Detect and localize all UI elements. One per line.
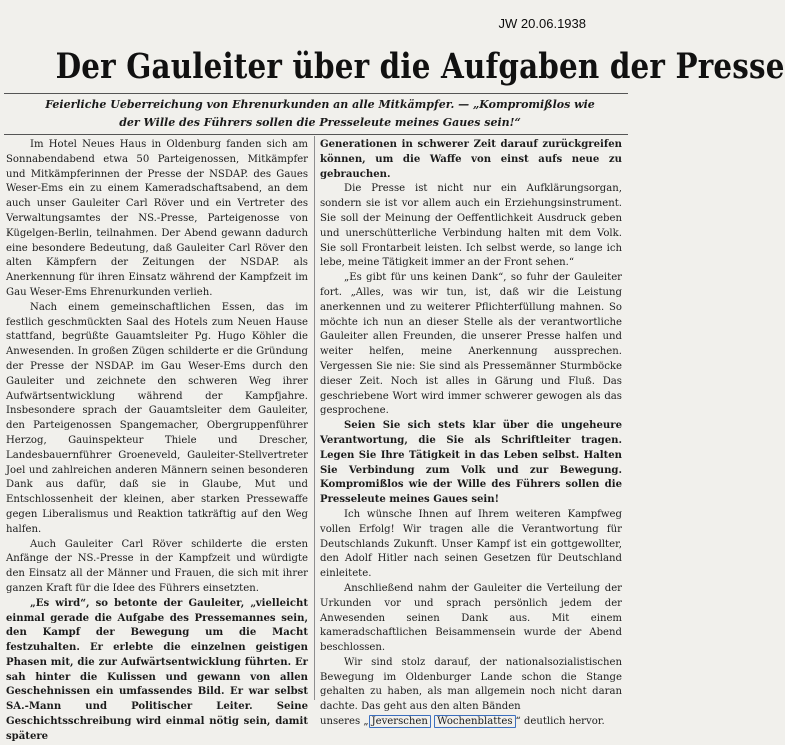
subtitle-line: Feierliche Ueberreichung von Ehrenurkunden an alle Mitkämpfer. — „Kompromißlos wie bbox=[45, 98, 595, 111]
right-continuation-paragraph: Generationen in schwerer Zeit darauf zurückgreifen können, um die Waffe von einst aufs neue zu gebrauchen. bbox=[320, 139, 622, 180]
right-paragraph: Anschließend nahm der Gauleiter die Verteilung der Urkunden vor und sprach persönlich jedem der Anwesenden seinen Dank aus. Mit einem kameradschaftlichen Beisammensein wurde der Abend beschlossen. bbox=[320, 582, 622, 654]
final-line-prefix: unseres „ bbox=[320, 716, 369, 728]
right-paragraph: Ich wünsche Ihnen auf Ihrem weiteren Kampfweg vollen Erfolg! Wir tragen alle die Verantwortung für Deutschlands Zukunft. Unser Kampf ist ein gottgewollter, den Adolf Hitler nach seinen Gesetzen für Deutschland einleitete. bbox=[320, 508, 622, 580]
subtitle-rule bbox=[4, 134, 628, 135]
column-divider bbox=[314, 136, 315, 700]
final-line bbox=[320, 715, 622, 730]
right-paragraph: Die Presse ist nicht nur ein Aufklärungsorgan, sondern sie ist vor allem auch ein Erziehungsinstrument. Sie soll der Meinung der Oeffentlichkeit Ausdruck geben und unerschütterliche Verbindung halten mit dem Volk. Sie soll Frontarbeit leisten. Ich selbst werde, so lange ich lebe, meine Tätigkeit immer an der Front sehen.“ bbox=[320, 183, 622, 269]
right-emphasis-paragraph: Seien Sie sich stets klar über die ungeheure Verantwortung, die Sie als Schriftleiter tragen. Legen Sie Ihre Tätigkeit in das Leben selbst. Halten Sie Verbindung zum Volk und zur Bewegung. Kompromißlos wie der Wille des Führers sollen die Presseleute meines Gaues sein! bbox=[320, 420, 622, 506]
article-headline: Der Gauleiter über die Aufgaben der Presse bbox=[55, 46, 785, 87]
article-subtitle bbox=[24, 96, 616, 132]
highlight-box-jeverschen: Jeverschen bbox=[369, 715, 431, 728]
archive-date-label: JW 20.06.1938 bbox=[498, 16, 586, 31]
left-column bbox=[6, 138, 308, 745]
headline-rule bbox=[4, 93, 628, 94]
left-quote-paragraph: „Es wird“, so betonte der Gauleiter, „vielleicht einmal gerade die Aufgabe des Pressemannes sein, den Kampf der Bewegung um die Macht festzuhalten. Er erlebte die einzelnen geistigen Phasen mit, die zur Aufwärtsentwicklung führten. Er sah hinter die Kulissen und gewann von allen Geschehnissen ein umfassendes Bild. Er war selbst SA.-Mann und Politischer Leiter. Seine Geschichtsschreibung wird einmal nötig sein, damit spätere bbox=[6, 597, 308, 742]
subtitle-line: der Wille des Führers sollen die Presseleute meines Gaues sein!“ bbox=[119, 116, 521, 129]
highlight-box-wochenblattes: Wochenblattes bbox=[434, 715, 515, 728]
left-paragraph: Im Hotel Neues Haus in Oldenburg fanden sich am Sonnabendabend etwa 50 Parteigenossen, Mitkämpfer und Mitkämpferinnen der Presse der NSDAP. des Gaues Weser-Ems ein zu einem Kameradschaftsabend, an dem auch unser Gauleiter Carl Röver und ein Vertreter des Verwaltungsamtes der NS.-Presse, Parteigenosse von Kügelgen-Berlin, teilnahmen. Der Abend gewann dadurch eine besondere Bedeutung, daß Gauleiter Carl Röver den alten Kämpfern der Zeitungen der NSDAP. als Anerkennung für ihren Einsatz während der Kampfzeit im Gau Weser-Ems Ehrenurkunden verlieh. bbox=[6, 139, 308, 298]
right-column bbox=[320, 138, 622, 730]
right-paragraph: Wir sind stolz darauf, der nationalsozialistischen Bewegung im Oldenburger Lande schon die Stange gehalten zu haben, als man allgemein noch nicht daran dachte. Das geht aus den alten Bänden bbox=[320, 656, 622, 713]
final-line-suffix: “ deutlich hervor. bbox=[515, 716, 605, 728]
left-paragraph: Nach einem gemeinschaftlichen Essen, das im festlich geschmückten Saal des Hotels zum Neuen Hause stattfand, begrüßte Gauamtsleiter Pg. Hugo Köhler die Anwesenden. In großen Zügen schilderte er die Gründung der Presse der NSDAP. im Gau Weser-Ems durch den Gauleiter und zeichnete den schweren Weg ihrer Aufwärtsentwicklung während der Kampfjahre. Insbesondere sprach der Gauamtsleiter dem Gauleiter, den Parteigenossen Spangemacher, Obergruppenführer Herzog, Gauinspekteur Thiele und Drescher, Landesbauernführer Groeneveld, Gauleiter-Stellvertreter Joel und zahlreichen anderen Männern seinen besonderen Dank aus dafür, daß sie in Glaube, Mut und Entschlossenheit der kleinen, aber starken Pressewaffe gegen Liberalismus und Reaktion tatkräftig auf den Weg halfen. bbox=[6, 301, 308, 535]
right-paragraph: „Es gibt für uns keinen Dank“, so fuhr der Gauleiter fort. „Alles, was wir tun, ist, daß wir die Leistung anerkennen und zu weiterer Pflichterfüllung mahnen. So möchte ich nun an dieser Stelle als der verantwortliche Gauleiter allen Freunden, die unserer Presse halfen und weiter helfen, meine Anerkennung aussprechen. Vergessen Sie nie: Sie sind als Pressemänner Sturmböcke dieser Zeit. Noch ist alles in Gärung und Fluß. Das geschriebene Wort wird immer schwerer gewogen als das gesprochene. bbox=[320, 272, 622, 417]
left-paragraph: Auch Gauleiter Carl Röver schilderte die ersten Anfänge der NS.-Presse in der Kampfzeit und würdigte den Einsatz all der Männer und Frauen, die sich mit ihrer ganzen Kraft für die Idee des Führers einsetzten. bbox=[6, 538, 308, 594]
